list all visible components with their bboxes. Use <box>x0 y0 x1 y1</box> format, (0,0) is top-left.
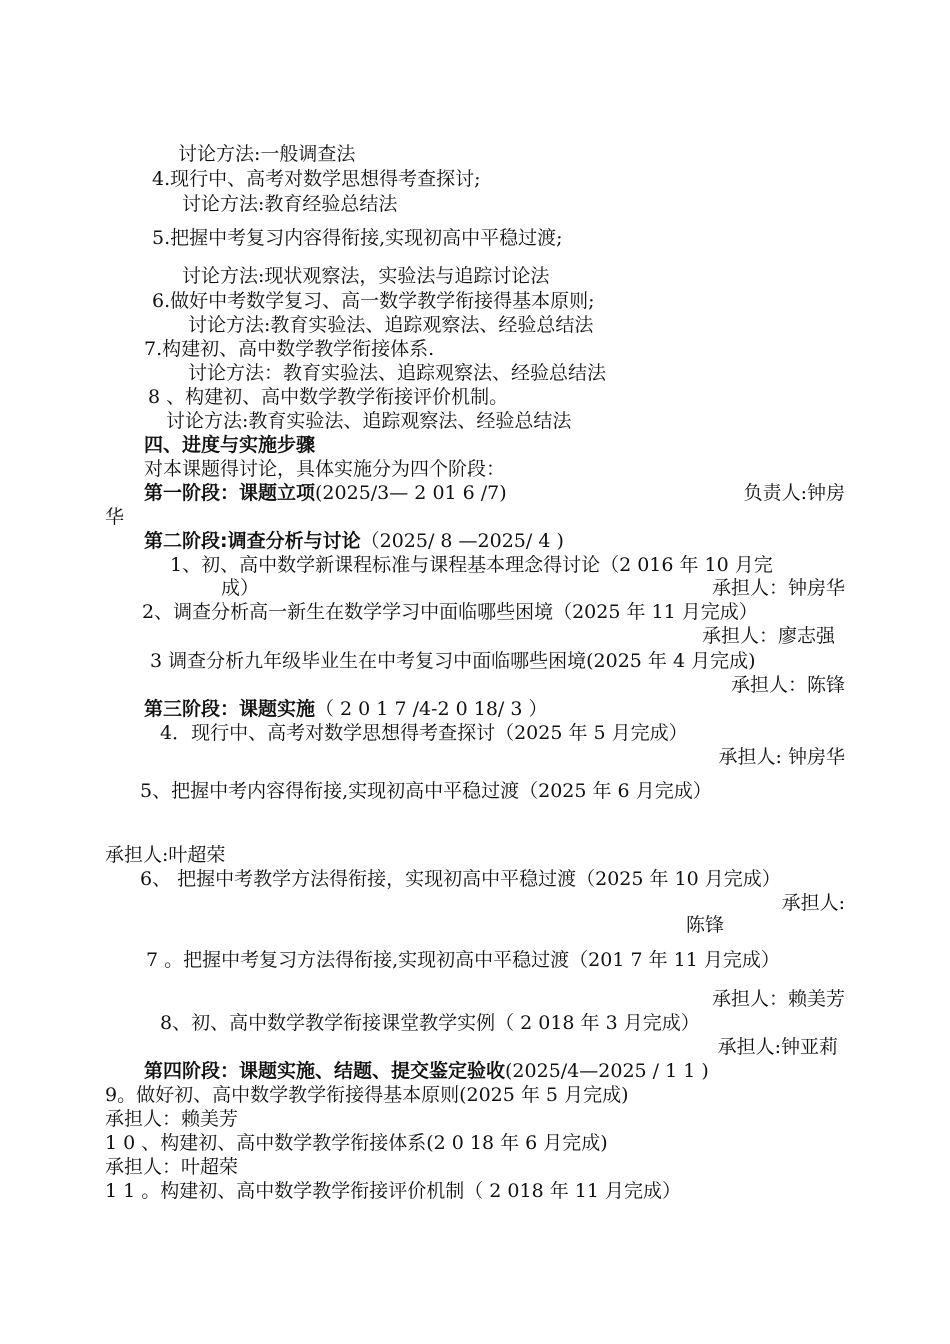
stage-1-period: (2025/3— 2 01 6 /7) <box>315 482 507 504</box>
stage-4-title: 第四阶段：课题实施、结题、提交鉴定验收 <box>144 1060 506 1082</box>
research-method-line: 讨论方法:一般调查法 <box>178 143 356 165</box>
task-4-owner: 承担人: 钟房华 <box>718 746 845 768</box>
task-2-owner: 承担人：廖志强 <box>701 625 835 647</box>
task-8: 8、初、高中数学教学衔接课堂教学实例（ 2 018 年 3 月完成） <box>160 1012 700 1034</box>
stage-3-period: （ 2 0 1 7 /4-2 0 18/ 3 ） <box>315 698 548 720</box>
task-9-owner: 承担人：赖美芳 <box>105 1108 239 1130</box>
stage-1-title: 第一阶段：课题立项 <box>144 482 316 504</box>
task-5: 5、把握中考内容得衔接,实现初高中平稳过渡（2025 年 6 月完成） <box>140 780 712 802</box>
research-method-line: 讨论方法:教育实验法、追踪观察法、经验总结法 <box>188 314 594 336</box>
stage-3-title: 第三阶段：课题实施 <box>144 698 316 720</box>
stage-2-period: （2025/ 8 —2025/ 4 ) <box>360 530 564 552</box>
research-method-line: 讨论方法：教育实验法、追踪观察法、经验总结法 <box>188 362 607 384</box>
stage-2-heading <box>144 529 564 553</box>
research-method-line: 讨论方法:教育经验总结法 <box>182 193 398 215</box>
task-4: 4．现行中、高考对数学思想得考查探讨（2025 年 5 月完成） <box>160 722 688 744</box>
task-11: 1 1 。构建初、高中数学教学衔接评价机制（ 2 018 年 11 月完成） <box>105 1180 681 1202</box>
task-3: 3 调查分析九年级毕业生在中考复习中面临哪些困境(2025 年 4 月完成) <box>150 650 756 672</box>
task-6-owner-label: 承担人: <box>781 892 845 914</box>
stage-1-heading <box>144 481 507 505</box>
task-7: 7 。把握中考复习方法得衔接,实现初高中平稳过渡（201 7 年 11 月完成） <box>146 949 780 971</box>
task-6-owner-name: 陈锋 <box>686 914 725 936</box>
task-6: 6、 把握中考教学方法得衔接，实现初高中平稳过渡（2025 年 10 月完成） <box>140 868 781 890</box>
task-8-owner: 承担人:钟亚莉 <box>717 1036 838 1058</box>
stage-4-period: (2025/4—2025 / 1 1 ) <box>505 1060 709 1082</box>
stage-3-heading <box>144 697 547 721</box>
research-item-8: 8 、构建初、高中数学教学衔接评价机制。 <box>148 386 509 408</box>
task-10-owner: 承担人：叶超荣 <box>105 1156 239 1178</box>
stage-2-title: 第二阶段:调查分析与讨论 <box>144 530 361 552</box>
task-9: 9。做好初、高中数学教学衔接得基本原则(2025 年 5 月完成) <box>105 1084 629 1106</box>
research-method-line: 讨论方法:现状观察法，实验法与追踪讨论法 <box>182 265 550 287</box>
research-item-4: 4.现行中、高考对数学思想得考查探讨; <box>152 168 481 190</box>
research-item-5: 5.把握中考复习内容得衔接,实现初高中平稳过渡; <box>152 227 563 249</box>
task-1-owner: 承担人：钟房华 <box>711 577 845 599</box>
stage-1-responsible: 负责人:钟房 <box>743 482 845 504</box>
task-3-owner: 承担人：陈锋 <box>730 674 845 696</box>
section-heading: 四、进度与实施步骤 <box>144 434 316 456</box>
task-7-owner: 承担人：赖美芳 <box>711 988 845 1010</box>
task-1: 1、初、高中数学新课程标准与课程基本理念得讨论（2 016 年 10 月完 <box>170 554 773 576</box>
task-10: 1 0 、构建初、高中数学教学衔接体系(2 0 18 年 6 月完成) <box>105 1132 608 1154</box>
stage-1-responsible-wrap: 华 <box>105 506 125 528</box>
task-1-wrap: 成） <box>221 577 260 599</box>
stage-4-heading <box>144 1059 709 1083</box>
task-2: 2、调查分析高一新生在数学学习中面临哪些困境（2025 年 11 月完成） <box>142 601 758 623</box>
section-intro: 对本课题得讨论，具体实施分为四个阶段： <box>144 458 506 480</box>
research-item-6: 6.做好中考数学复习、高一数学教学衔接得基本原则; <box>152 290 595 312</box>
task-5-owner: 承担人:叶超荣 <box>105 844 226 866</box>
research-method-line: 讨论方法:教育实验法、追踪观察法、经验总结法 <box>166 410 572 432</box>
research-item-7: 7.构建初、高中数学教学衔接体系. <box>144 338 435 360</box>
